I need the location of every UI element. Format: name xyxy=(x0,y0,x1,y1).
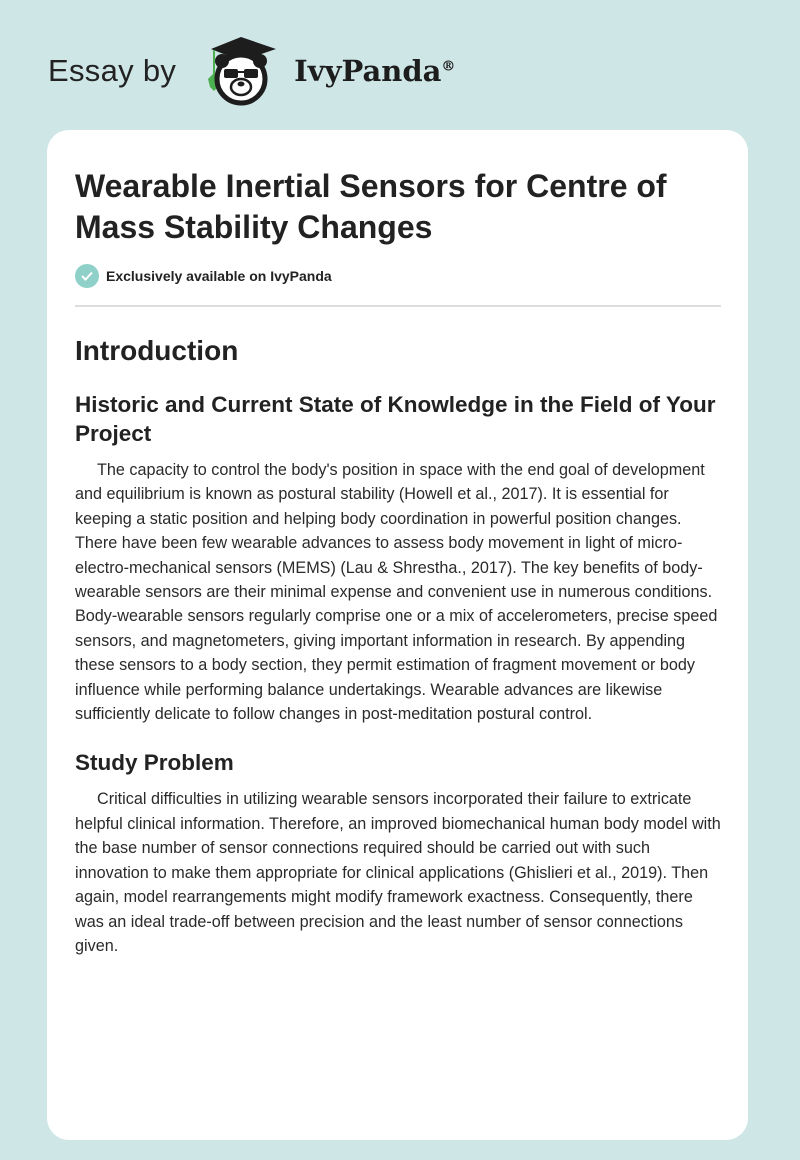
exclusive-badge xyxy=(75,264,721,288)
paragraph-historic-knowledge: The capacity to control the body's position in space with the end goal of development and equilibrium is known as postural stability (Howell et al., 2017). It is essential for keeping a static position and helping body coordination in powerful position changes. There have been few wearable advances to assess body movement in light of micro-electro-mechanical sensors (MEMS) (Lau & Shrestha., 2017). The key benefits of body-wearable sensors are their minimal expense and convenient use in numerous conditions. Body-wearable sensors regularly comprise one or a mix of accelerometers, precise speed sensors, and magnetometers, giving important information in research. By appending these sensors to a body section, they permit estimation of fragment movement or body influence while performing balance undertakings. Wearable advances are likewise sufficiently delicate to follow changes in post-meditation postural control. xyxy=(75,461,718,724)
section-heading-introduction: Introduction xyxy=(75,335,239,366)
essay-by-label: Essay by xyxy=(48,53,177,88)
badge-text: Exclusively available on IvyPanda xyxy=(106,268,332,284)
subheading-historic-knowledge: Historic and Current State of Knowledge in the Field of Your Project xyxy=(75,392,716,446)
subheading-study-problem: Study Problem xyxy=(75,750,234,776)
ivypanda-logo-icon[interactable] xyxy=(196,35,286,107)
check-icon xyxy=(75,264,99,288)
registered-mark: ® xyxy=(441,58,456,75)
page-title: Wearable Inertial Sensors for Centre of Mass Stability Changes xyxy=(75,168,667,245)
divider xyxy=(75,305,721,307)
brand-name: IvyPanda xyxy=(294,54,442,88)
essay-card xyxy=(47,130,748,1140)
paragraph-study-problem: Critical difficulties in utilizing wearable sensors incorporated their failure to extricate helpful clinical information. Therefore, an improved biomechanical human body model with the base number of sensor connections required should be carried out with such innovation to make them appropriate for clinical applications (Ghislieri et al., 2019). Then again, model rearrangements might modify framework exactness. Consequently, there was an ideal trade-off between precision and the least number of sensor connections given. xyxy=(75,790,721,955)
ivypanda-brand[interactable] xyxy=(294,54,455,88)
site-header xyxy=(48,36,455,106)
